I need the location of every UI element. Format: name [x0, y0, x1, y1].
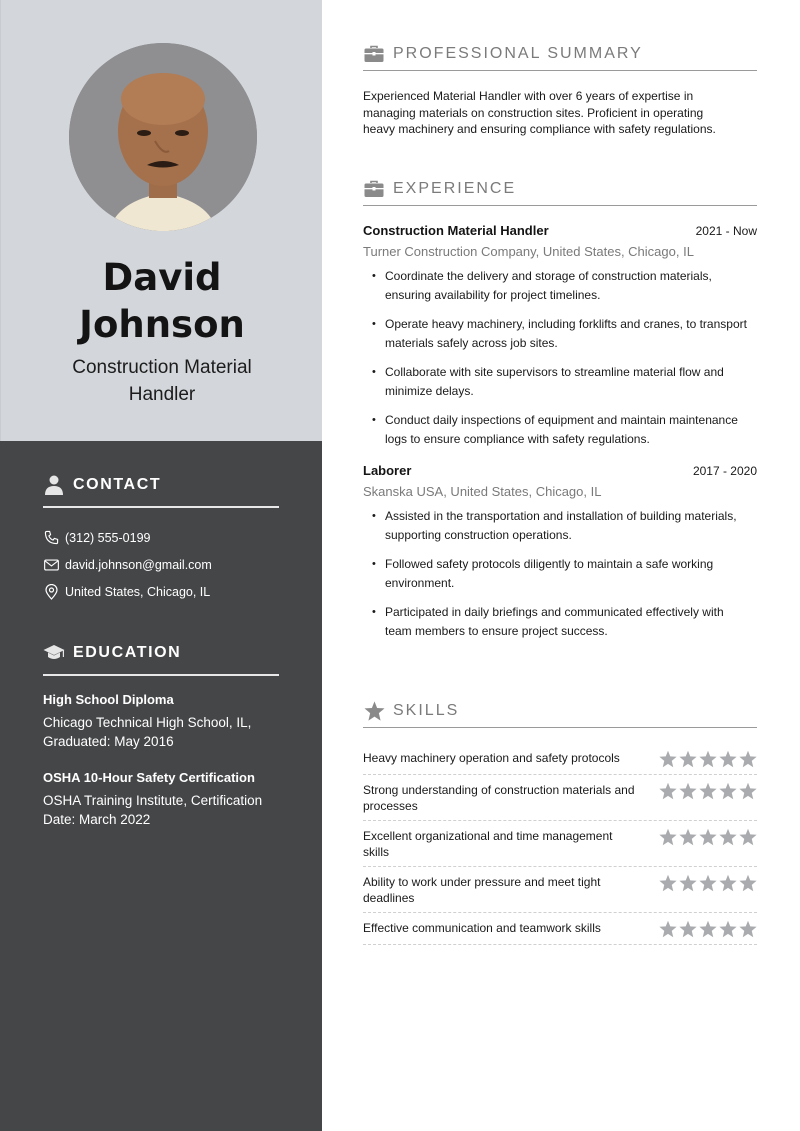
skill-rating	[659, 920, 757, 938]
phone-text: (312) 555-0199	[65, 530, 151, 545]
contact-section	[43, 472, 279, 605]
skill-name: Excellent organizational and time management skills	[363, 829, 613, 859]
job-bullet: • Coordinate the delivery and storage of construction materials, ensuring availability for project timelines.	[363, 267, 773, 305]
experience-title: EXPERIENCE	[393, 179, 517, 197]
education-degree: OSHA 10-Hour Safety Certification	[43, 770, 255, 785]
skill-row	[363, 867, 757, 913]
education-title: EDUCATION	[73, 644, 182, 661]
rating-star-icon	[659, 828, 677, 846]
education-degree: High School Diploma	[43, 692, 174, 707]
briefcase-icon	[363, 178, 385, 200]
rating-star-icon	[659, 874, 677, 892]
job-bullet: • Collaborate with site supervisors to streamline material flow and minimize delays.	[363, 363, 773, 401]
job-bullet: • Followed safety protocols diligently to maintain a safe working environment.	[363, 555, 773, 593]
education-line: OSHA Training Institute, Certification	[43, 793, 263, 808]
job-dates: 2017 - 2020	[692, 464, 757, 478]
job-company: Turner Construction Company, United States, Chicago, IL	[363, 244, 694, 259]
job-bullet: • Operate heavy machinery, including forklifts and cranes, to transport materials safely across job sites.	[363, 315, 773, 353]
rating-star-icon	[739, 920, 757, 938]
job-entry	[363, 223, 757, 449]
skill-row	[363, 913, 757, 945]
skills-section	[363, 694, 757, 945]
summary-header	[363, 37, 757, 71]
job-title: Construction Material Handler	[363, 223, 549, 238]
summary-text	[363, 88, 757, 138]
experience-section	[363, 172, 757, 651]
education-header	[43, 640, 279, 676]
candidate-name	[1, 254, 323, 348]
role-line: Construction Material	[72, 357, 252, 378]
mail-icon	[43, 557, 59, 573]
job-company: Skanska USA, United States, Chicago, IL	[363, 484, 602, 499]
skill-rating	[659, 874, 757, 892]
rating-star-icon	[699, 750, 717, 768]
job-dates: 2021 - Now	[695, 224, 757, 238]
rating-star-icon	[739, 782, 757, 800]
rating-star-icon	[679, 920, 697, 938]
summary-line: managing materials on construction sites. Proficient in operating	[363, 105, 704, 120]
skill-name: Ability to work under pressure and meet tight deadlines	[363, 875, 601, 905]
education-institution	[43, 713, 279, 751]
skill-name: Heavy machinery operation and safety protocols	[363, 751, 620, 765]
profile-photo	[69, 43, 257, 231]
rating-star-icon	[719, 874, 737, 892]
education-item	[43, 690, 279, 751]
location-pin-icon	[43, 584, 59, 600]
experience-header	[363, 172, 757, 206]
rating-star-icon	[659, 750, 677, 768]
rating-star-icon	[739, 874, 757, 892]
skill-row	[363, 775, 757, 821]
education-line: Graduated: May 2016	[43, 734, 174, 749]
rating-star-icon	[739, 750, 757, 768]
rating-star-icon	[679, 828, 697, 846]
sidebar	[0, 0, 322, 1131]
job-bullet: • Assisted in the transportation and installation of building materials, supporting construction operations.	[363, 507, 773, 545]
skill-rating	[659, 828, 757, 846]
profile-panel	[0, 0, 322, 441]
job-bullet: • Participated in daily briefings and communicated effectively with team members to ensure project success.	[363, 603, 773, 641]
education-line: Date: March 2022	[43, 812, 151, 827]
education-section	[43, 640, 279, 829]
job-bullet: • Conduct daily inspections of equipment and maintain maintenance logs to ensure compliance with safety regulations.	[363, 411, 773, 449]
skill-rating	[659, 782, 757, 800]
job-title: Laborer	[363, 463, 412, 478]
skills-header	[363, 694, 757, 728]
graduation-cap-icon	[43, 642, 65, 664]
contact-email[interactable]	[43, 551, 279, 578]
first-name: David	[102, 256, 222, 299]
role-line: Handler	[128, 384, 196, 405]
rating-star-icon	[699, 920, 717, 938]
rating-star-icon	[719, 920, 737, 938]
last-name: Johnson	[79, 303, 245, 346]
rating-star-icon	[659, 782, 677, 800]
rating-star-icon	[679, 874, 697, 892]
rating-star-icon	[699, 828, 717, 846]
summary-section	[363, 37, 757, 138]
rating-star-icon	[699, 874, 717, 892]
contact-location	[43, 578, 279, 605]
portrait-illustration	[69, 43, 257, 231]
job-bullets	[363, 267, 757, 449]
skills-title: SKILLS	[393, 701, 460, 719]
contact-phone[interactable]	[43, 524, 279, 551]
skill-name: Strong understanding of construction materials and processes	[363, 783, 635, 813]
rating-star-icon	[719, 750, 737, 768]
person-icon	[43, 474, 65, 496]
summary-title: PROFESSIONAL SUMMARY	[393, 44, 643, 62]
contact-header	[43, 472, 279, 508]
contact-title: CONTACT	[73, 476, 162, 493]
briefcase-icon	[363, 43, 385, 65]
email-text: david.johnson@gmail.com	[65, 557, 212, 572]
candidate-role	[1, 354, 323, 408]
skill-rating	[659, 750, 757, 768]
job-entry	[363, 463, 757, 641]
skills-list	[363, 743, 757, 945]
summary-line: heavy machinery and ensuring compliance with safety regulations.	[363, 122, 716, 136]
summary-line: Experienced Material Handler with over 6 years of expertise in	[363, 89, 694, 103]
rating-star-icon	[679, 750, 697, 768]
rating-star-icon	[699, 782, 717, 800]
location-text: United States, Chicago, IL	[65, 584, 211, 599]
education-institution	[43, 791, 279, 829]
skill-row	[363, 743, 757, 775]
rating-star-icon	[679, 782, 697, 800]
rating-star-icon	[739, 828, 757, 846]
rating-star-icon	[719, 782, 737, 800]
rating-star-icon	[719, 828, 737, 846]
education-line: Chicago Technical High School, IL,	[43, 715, 252, 730]
star-icon	[363, 700, 385, 722]
skill-row	[363, 821, 757, 867]
rating-star-icon	[659, 920, 677, 938]
skill-name: Effective communication and teamwork skills	[363, 921, 601, 935]
phone-icon	[43, 530, 59, 546]
education-item	[43, 768, 279, 829]
job-bullets	[363, 507, 757, 641]
